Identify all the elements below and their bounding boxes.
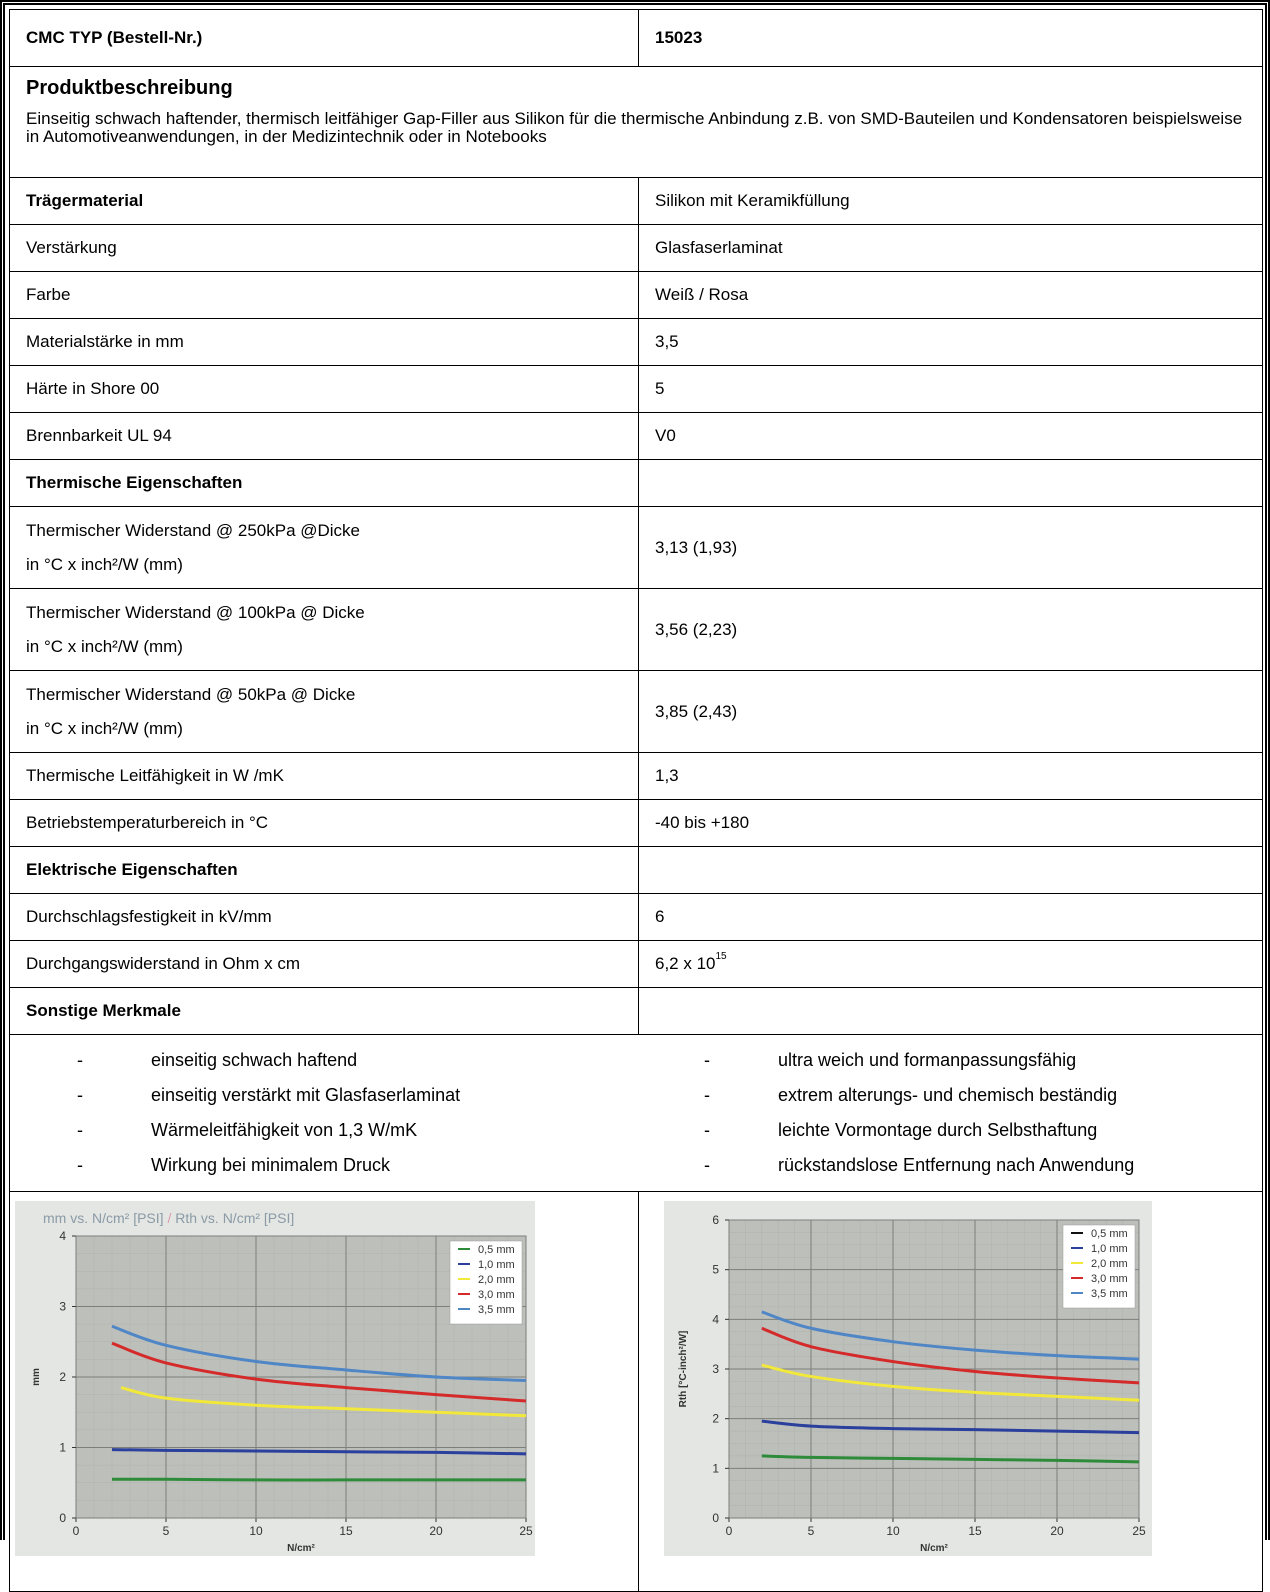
x-axis-label: N/cm² bbox=[287, 1543, 315, 1554]
feature-item: - ultra weich und formanpassungsfähig bbox=[704, 1050, 1077, 1070]
legend-label: 1,0 mm bbox=[478, 1259, 515, 1271]
y-tick-label: 5 bbox=[712, 1262, 719, 1277]
spec-row-breakdown bbox=[10, 894, 1263, 941]
y-tick-label: 1 bbox=[59, 1440, 66, 1455]
spec-row-thickness bbox=[10, 319, 1263, 366]
y-tick-label: 2 bbox=[712, 1411, 719, 1426]
y-axis-label: mm bbox=[31, 1368, 42, 1386]
electrical-heading-row bbox=[10, 847, 1263, 894]
spec-label: Durchschlagsfestigkeit in kV/mm bbox=[10, 894, 639, 941]
spec-row-conductivity bbox=[10, 753, 1263, 800]
spec-label-unit: in °C x inch²/W (mm) bbox=[26, 636, 183, 656]
y-tick-label: 3 bbox=[59, 1299, 66, 1314]
spec-value: V0 bbox=[639, 413, 1263, 460]
spec-value: Weiß / Rosa bbox=[639, 272, 1263, 319]
feature-item: - leichte Vormontage durch Selbsthaftung bbox=[704, 1120, 1098, 1140]
feature-item: - Wirkung bei minimalem Druck bbox=[77, 1155, 391, 1175]
feature-item: - einseitig verstärkt mit Glasfaserlaminat bbox=[77, 1085, 461, 1105]
y-tick-label: 6 bbox=[712, 1213, 719, 1227]
legend-label: 0,5 mm bbox=[1091, 1228, 1128, 1240]
spec-label-unit: in °C x inch²/W (mm) bbox=[26, 554, 183, 574]
spec-value: 6 bbox=[639, 894, 1263, 941]
x-axis-label: N/cm² bbox=[920, 1543, 948, 1554]
spec-row-hardness bbox=[10, 366, 1263, 413]
order-number: 15023 bbox=[639, 10, 1263, 67]
legend-label: 2,0 mm bbox=[1091, 1258, 1128, 1270]
y-tick-label: 1 bbox=[712, 1461, 719, 1476]
spec-value: 3,85 (2,43) bbox=[639, 671, 1263, 753]
empty-cell bbox=[639, 847, 1263, 894]
description-heading: Produktbeschreibung bbox=[26, 77, 233, 99]
spec-value: 5 bbox=[639, 366, 1263, 413]
legend-label: 0,5 mm bbox=[478, 1244, 515, 1256]
legend-label: 3,5 mm bbox=[478, 1304, 515, 1316]
x-tick-label: 10 bbox=[249, 1524, 263, 1538]
x-tick-label: 20 bbox=[1050, 1524, 1064, 1538]
features-row bbox=[10, 1035, 1263, 1192]
spec-value: Glasfaserlaminat bbox=[639, 225, 1263, 272]
empty-cell bbox=[639, 988, 1263, 1035]
features-heading: Sonstige Merkmale bbox=[10, 988, 639, 1035]
spec-label: Thermischer Widerstand @ 50kPa @ Dicke bbox=[26, 684, 356, 704]
y-tick-label: 4 bbox=[712, 1312, 719, 1327]
spec-row-flammability bbox=[10, 413, 1263, 460]
x-tick-label: 15 bbox=[968, 1524, 982, 1538]
electrical-heading: Elektrische Eigenschaften bbox=[10, 847, 639, 894]
spec-row-volume-resistance bbox=[10, 941, 1263, 988]
legend-label: 1,0 mm bbox=[1091, 1243, 1128, 1255]
chart-title-part: mm vs. N/cm² [PSI] bbox=[43, 1210, 164, 1226]
feature-item: - Wärmeleitfähigkeit von 1,3 W/mK bbox=[77, 1120, 418, 1140]
spec-value: 3,13 (1,93) bbox=[639, 507, 1263, 589]
traeger-row bbox=[10, 178, 1263, 225]
spec-value: 1,3 bbox=[639, 753, 1263, 800]
spec-row-color bbox=[10, 272, 1263, 319]
traeger-value: Silikon mit Keramikfüllung bbox=[639, 178, 1263, 225]
value-exponent: 15 bbox=[715, 951, 727, 962]
traeger-heading: Trägermaterial bbox=[10, 178, 639, 225]
thermal-resistance-row-250 bbox=[10, 507, 1263, 589]
spec-label-unit: in °C x inch²/W (mm) bbox=[26, 718, 183, 738]
spec-label: Durchgangswiderstand in Ohm x cm bbox=[10, 941, 639, 988]
spec-label: Härte in Shore 00 bbox=[10, 366, 639, 413]
x-tick-label: 20 bbox=[429, 1524, 443, 1538]
features-left bbox=[77, 1043, 460, 1183]
features-right bbox=[704, 1043, 1134, 1183]
spec-table bbox=[9, 9, 1263, 1592]
spec-value: 3,56 (2,23) bbox=[639, 589, 1263, 671]
spec-label: Thermischer Widerstand @ 250kPa @Dicke bbox=[26, 520, 361, 540]
feature-item: - extrem alterungs- und chemisch beständig bbox=[704, 1085, 1118, 1105]
rth-chart bbox=[664, 1201, 1152, 1556]
y-tick-label: 4 bbox=[59, 1229, 66, 1243]
x-tick-label: 0 bbox=[72, 1524, 80, 1538]
y-tick-label: 0 bbox=[712, 1511, 719, 1525]
spec-label: Thermischer Widerstand @ 100kPa @ Dicke bbox=[26, 602, 365, 622]
spec-label: Thermische Leitfähigkeit in W /mK bbox=[10, 753, 639, 800]
features-heading-row bbox=[10, 988, 1263, 1035]
legend-label: 3,5 mm bbox=[1091, 1288, 1128, 1300]
legend-label: 3,0 mm bbox=[478, 1289, 515, 1301]
x-tick-label: 15 bbox=[339, 1524, 353, 1538]
thermal-heading: Thermische Eigenschaften bbox=[10, 460, 639, 507]
spec-value: 3,5 bbox=[639, 319, 1263, 366]
spec-row-reinforcement bbox=[10, 225, 1263, 272]
feature-item: - einseitig schwach haftend bbox=[77, 1050, 358, 1070]
y-tick-label: 3 bbox=[712, 1362, 719, 1376]
type-title: CMC TYP (Bestell-Nr.) bbox=[10, 10, 639, 67]
empty-cell bbox=[639, 460, 1263, 507]
x-tick-label: 25 bbox=[519, 1524, 533, 1538]
header-row bbox=[10, 10, 1263, 67]
spec-label: Brennbarkeit UL 94 bbox=[10, 413, 639, 460]
spec-row-temperature bbox=[10, 800, 1263, 847]
feature-item: - rückstandslose Entfernung nach Anwendung bbox=[704, 1155, 1135, 1175]
thermal-resistance-row-50 bbox=[10, 671, 1263, 753]
spec-value bbox=[639, 941, 1263, 988]
x-tick-label: 25 bbox=[1132, 1524, 1146, 1538]
chart-title-separator: / bbox=[163, 1210, 176, 1226]
chart-title bbox=[43, 1210, 294, 1226]
charts-row bbox=[10, 1192, 1263, 1592]
series-line bbox=[112, 1479, 526, 1480]
spec-label: Materialstärke in mm bbox=[10, 319, 639, 366]
thickness-chart bbox=[15, 1201, 535, 1556]
spec-label: Farbe bbox=[10, 272, 639, 319]
legend-label: 2,0 mm bbox=[478, 1274, 515, 1286]
x-tick-label: 5 bbox=[807, 1524, 815, 1538]
y-tick-label: 2 bbox=[59, 1370, 66, 1384]
x-tick-label: 5 bbox=[162, 1524, 170, 1538]
value-base: 6,2 x 10 bbox=[655, 954, 716, 973]
thermal-resistance-row-100 bbox=[10, 589, 1263, 671]
spec-label: Betriebstemperaturbereich in °C bbox=[10, 800, 639, 847]
description-row bbox=[10, 67, 1263, 178]
x-tick-label: 0 bbox=[725, 1524, 733, 1538]
y-axis-label: Rth [°C-inch²/W] bbox=[678, 1330, 689, 1408]
thermal-heading-row bbox=[10, 460, 1263, 507]
legend-label: 3,0 mm bbox=[1091, 1273, 1128, 1285]
x-tick-label: 10 bbox=[886, 1524, 900, 1538]
description-text: Einseitig schwach haftender, thermisch leitfähiger Gap-Filler aus Silikon für die thermische Anbindung z.B. von SMD-Bauteilen und Kondensatoren beispielsweise in Automotiveanwendungen, in der Medizintechnik oder in Notebooks bbox=[26, 109, 1243, 146]
y-tick-label: 0 bbox=[59, 1511, 66, 1525]
chart-title-part: Rth vs. N/cm² [PSI] bbox=[175, 1210, 295, 1226]
spec-label: Verstärkung bbox=[10, 225, 639, 272]
spec-value: -40 bis +180 bbox=[639, 800, 1263, 847]
